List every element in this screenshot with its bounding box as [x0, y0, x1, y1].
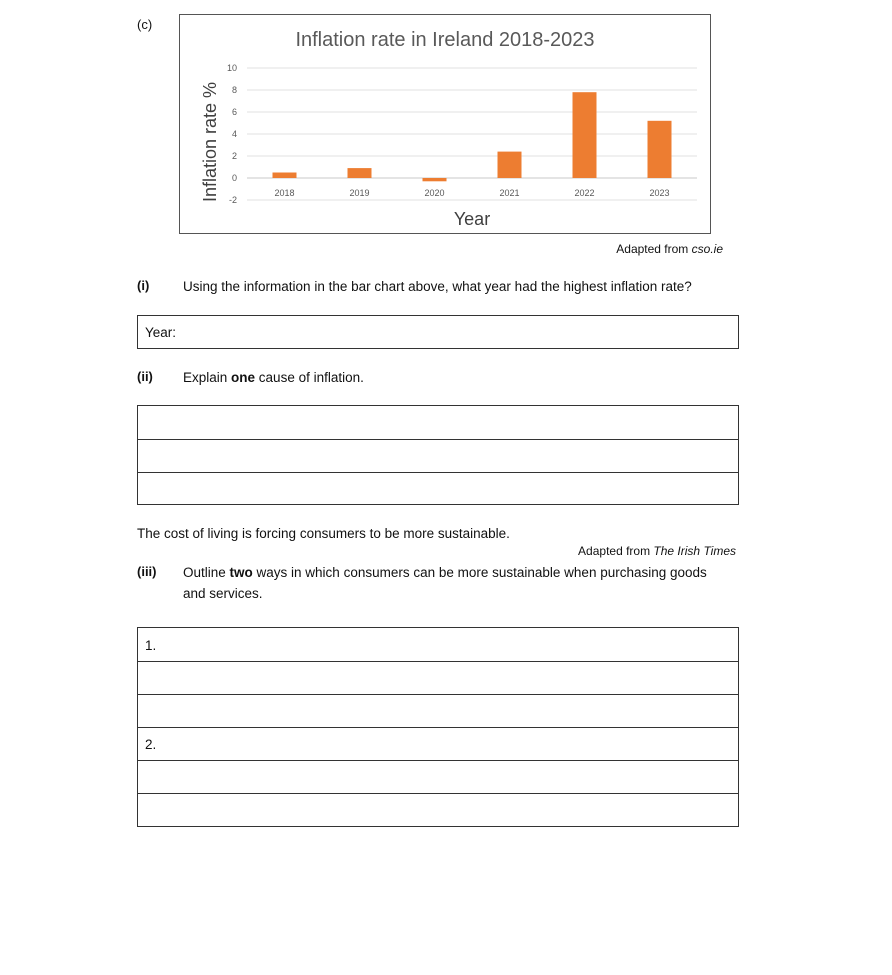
bar-2023 — [648, 121, 672, 178]
chart-x-axis-label: Year — [453, 209, 491, 229]
bar-2022 — [573, 92, 597, 178]
chart-gridlines — [247, 68, 697, 200]
question-iii-text-line2: and services. — [183, 586, 263, 601]
bar-2021 — [498, 152, 522, 178]
inflation-bar-chart — [179, 14, 711, 234]
y-tick-label: 0 — [231, 173, 237, 183]
question-iii-number: (iii) — [137, 564, 157, 579]
y-tick-label: 8 — [231, 85, 237, 95]
statement-text: The cost of living is forcing consumers to be more sustainable. — [137, 526, 510, 541]
answer-line — [138, 727, 738, 728]
x-tick-label-2018: 2018 — [274, 188, 295, 198]
answer-line — [138, 760, 738, 761]
y-tick-label: 4 — [231, 129, 237, 139]
x-tick-label-2022: 2022 — [574, 188, 595, 198]
chart-source-name: cso.ie — [691, 242, 723, 256]
x-tick-label-2020: 2020 — [424, 188, 445, 198]
question-ii-text — [183, 367, 364, 388]
y-tick-label: 10 — [226, 63, 237, 73]
sustainability-answer-box[interactable] — [137, 627, 739, 827]
question-i-number: (i) — [137, 278, 150, 293]
question-iii-text-end: ways in which consumers can be more sustainable when purchasing goods — [252, 565, 707, 580]
y-tick-label: -2 — [228, 195, 237, 205]
answer-line — [138, 793, 738, 794]
question-iii-text-start: Outline — [183, 565, 230, 580]
chart-x-ticks — [274, 188, 669, 198]
x-tick-label-2021: 2021 — [499, 188, 520, 198]
y-tick-label: 2 — [231, 151, 237, 161]
answer-label-2: 2. — [145, 737, 157, 752]
year-answer-label: Year: — [145, 325, 177, 340]
statement-source — [0, 544, 736, 558]
answer-line — [138, 694, 738, 695]
statement-source-name: The Irish Times — [653, 544, 736, 558]
chart-svg — [180, 15, 710, 233]
question-ii-number: (ii) — [137, 369, 153, 384]
chart-y-ticks — [227, 63, 237, 205]
chart-y-axis-label: Inflation rate % — [200, 81, 220, 203]
y-tick-label: 6 — [231, 107, 237, 117]
x-tick-label-2019: 2019 — [349, 188, 370, 198]
question-i-text: Using the information in the bar chart above, what year had the highest inflation rate? — [183, 279, 692, 294]
part-label: (c) — [137, 17, 153, 32]
answer-line — [138, 472, 738, 473]
bar-2019 — [348, 168, 372, 178]
question-ii-text-bold: one — [231, 370, 256, 385]
answer-line — [138, 439, 738, 440]
question-ii-text-start: Explain — [183, 370, 232, 385]
bar-2018 — [273, 173, 297, 179]
statement-source-prefix: Adapted from — [578, 544, 654, 558]
answer-line — [138, 661, 738, 662]
chart-source-prefix: Adapted from — [616, 242, 692, 256]
cause-answer-box[interactable] — [137, 405, 739, 505]
chart-title: Inflation rate in Ireland 2018-2023 — [295, 29, 595, 51]
chart-bars — [273, 92, 672, 181]
question-iii-text-bold: two — [229, 565, 253, 580]
x-tick-label-2023: 2023 — [649, 188, 670, 198]
bar-2020 — [423, 178, 447, 181]
chart-source — [0, 242, 723, 256]
answer-label-1: 1. — [145, 638, 157, 653]
question-ii-text-end: cause of inflation. — [255, 370, 364, 385]
question-iii-text — [183, 562, 707, 583]
year-answer-box[interactable] — [137, 315, 739, 349]
